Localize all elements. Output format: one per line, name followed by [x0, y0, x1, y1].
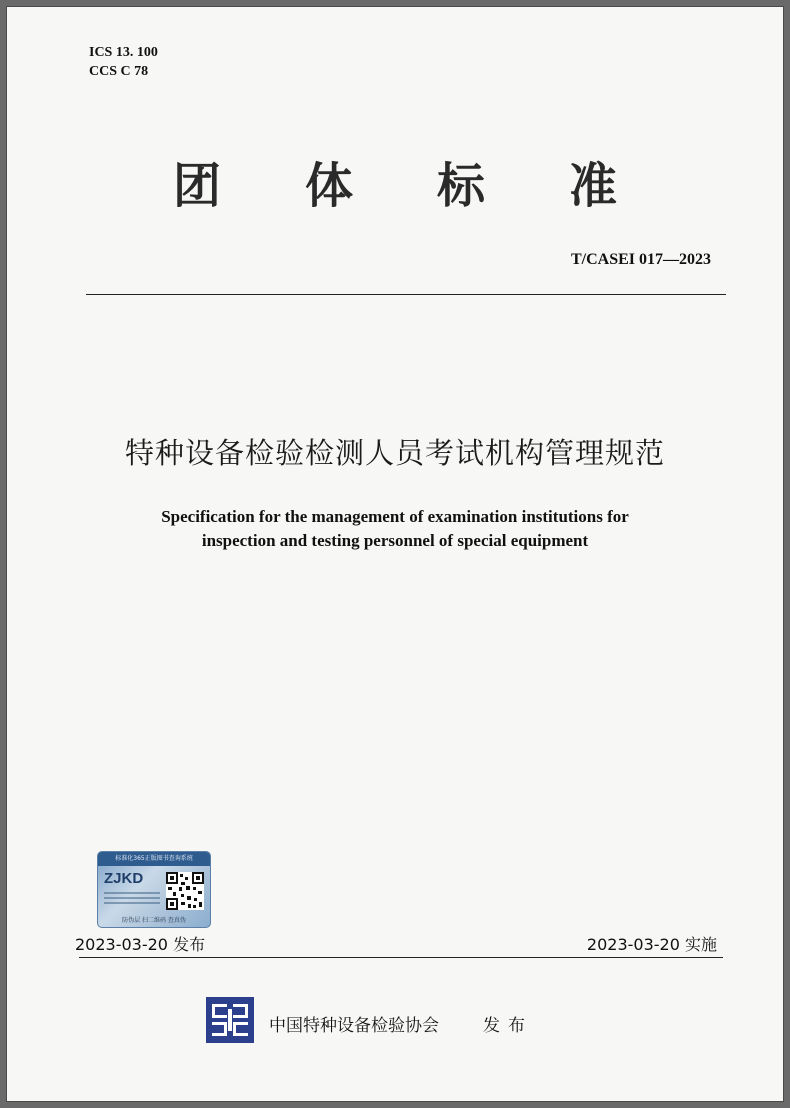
document-type-title: 团体标准: [172, 158, 701, 214]
english-title-line-1: Specification for the management of examination institutions for: [161, 507, 629, 526]
implementation-date: 2023-03-20 实施: [586, 935, 717, 954]
bottom-divider: [79, 957, 723, 958]
document-page: [6, 6, 784, 1102]
ccs-code: CCS C 78: [89, 64, 149, 79]
top-divider: [86, 294, 726, 295]
publisher-name: 中国特种设备检验协会: [269, 1016, 439, 1036]
publisher-action: 发布: [483, 1016, 533, 1036]
sticker-band: 标准化365正版图书查询系统: [98, 852, 210, 866]
qr-code-icon: [166, 872, 204, 910]
standard-number: T/CASEI 017—2023: [570, 251, 711, 268]
english-title: [7, 505, 783, 553]
release-date: 2023-03-20 发布: [75, 935, 206, 954]
sticker-logo: ZJKD: [104, 870, 144, 887]
ics-code: ICS 13. 100: [89, 45, 158, 60]
english-title-line-2: inspection and testing personnel of special equipment: [201, 531, 589, 550]
classification-codes: [89, 43, 158, 81]
association-logo-icon: [206, 997, 254, 1043]
sticker-text-lines: [104, 892, 160, 907]
chinese-title: 特种设备检验检测人员考试机构管理规范: [124, 436, 665, 470]
anti-counterfeit-sticker: [97, 851, 211, 928]
sticker-footer: 防伪层 扫二维码 查真伪: [122, 917, 186, 924]
